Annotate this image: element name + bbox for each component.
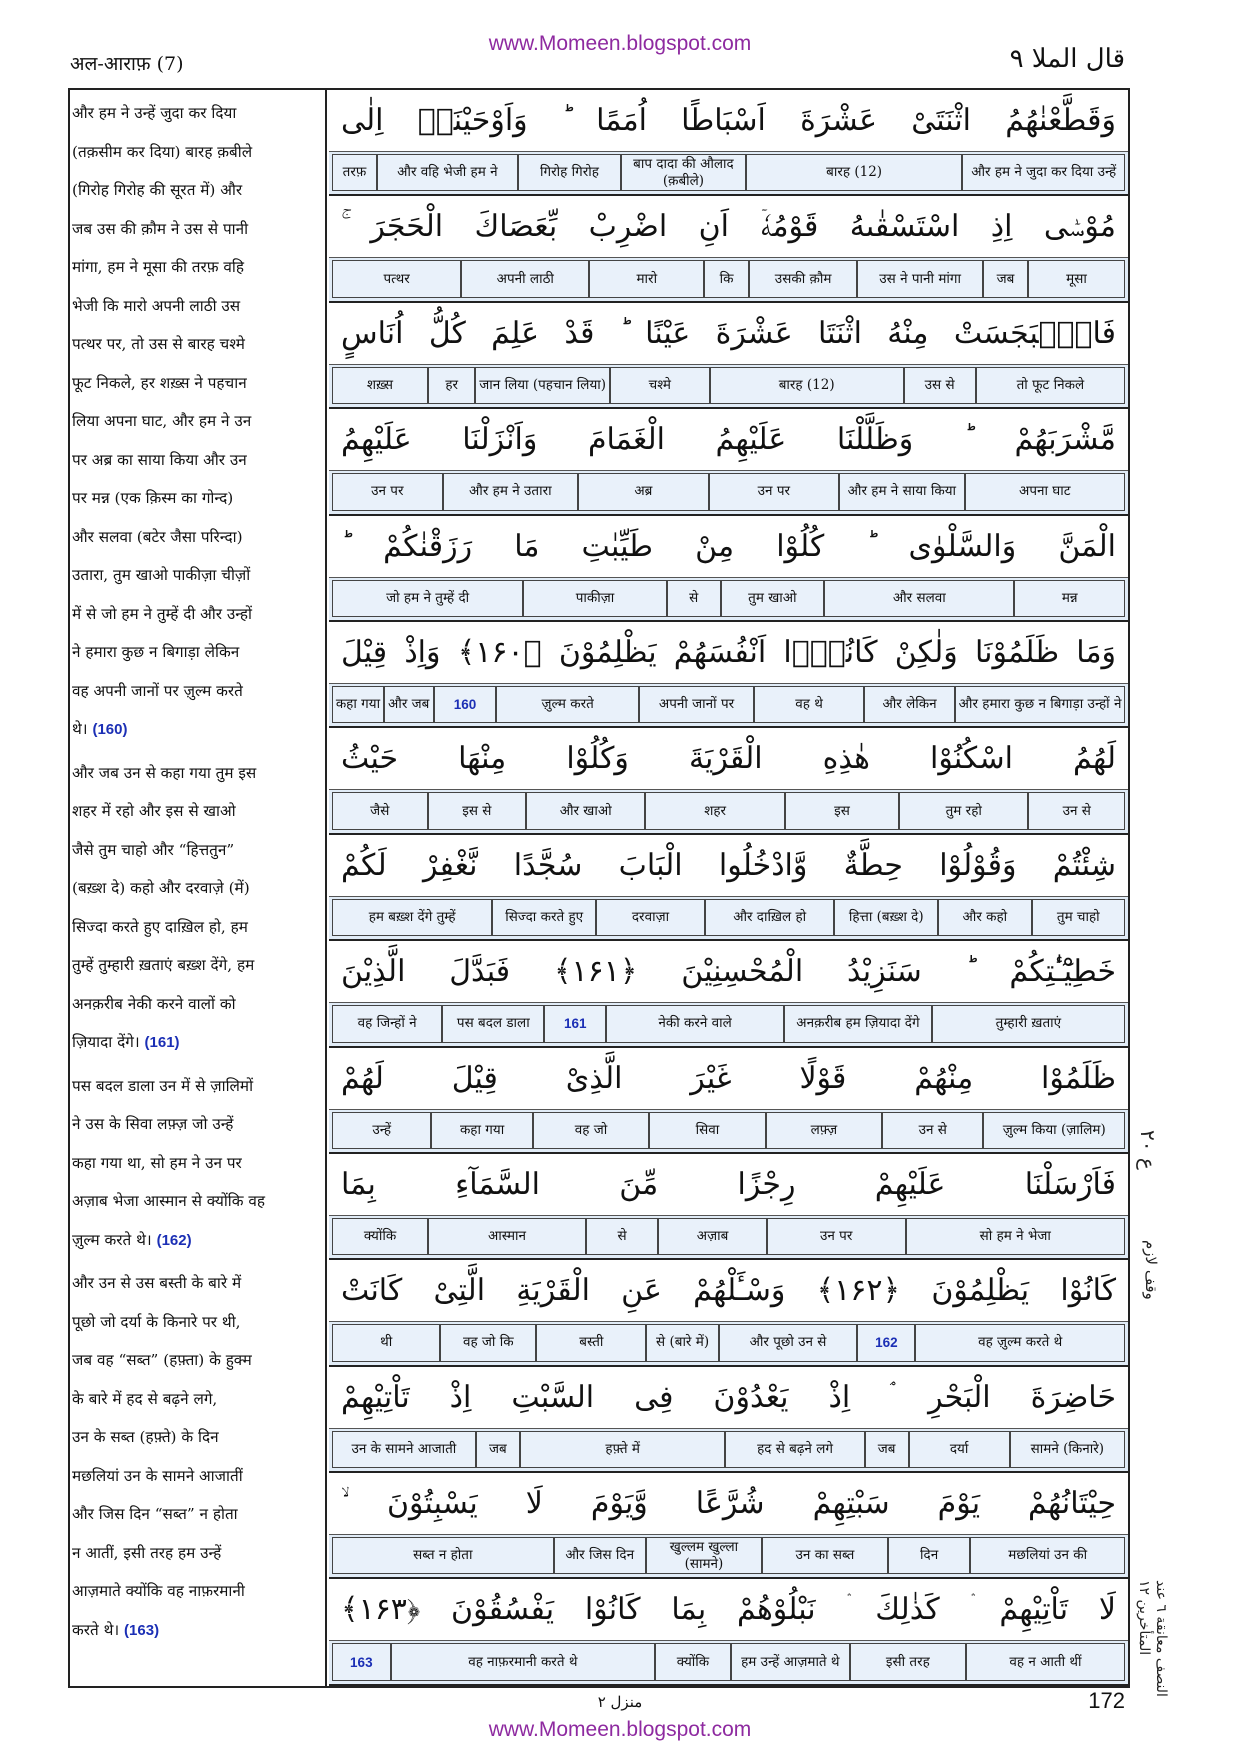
word-meaning-cell: से (बारे में) [646, 1324, 718, 1361]
translation-line: थे। [72, 720, 88, 738]
word-meaning-cell: अपनी लाठी [461, 260, 589, 297]
word-meaning-cell: जो हम ने तुम्हें दी [332, 580, 523, 617]
word-meaning-cell: खुल्लम खुल्ला (सामने) [646, 1537, 762, 1574]
word-meaning-cell: मारो [589, 260, 704, 297]
word-meaning-row [329, 1215, 1128, 1258]
word-meaning-cell: थी [332, 1324, 440, 1361]
word-meaning-cell: से [667, 580, 721, 617]
word-meaning-cell: मूसा [1028, 260, 1125, 297]
translation-column [70, 90, 327, 1686]
translation-line: ने उस के सिवा लफ़्ज़ जो उन्हें [72, 1115, 234, 1133]
word-meaning-cell: इस [785, 792, 899, 829]
verse-number: (161) [144, 1034, 180, 1051]
arabic-line: حِیْتَانُهُمْ یَوْمَ سَبْتِهِمْ شُرَّعًا وَّیَوْمَ لَا یَسْبِتُوْنَ ۙ [341, 1486, 1116, 1522]
translation-line: और जिस दिन “सब्त” न होता [72, 1505, 238, 1523]
verse-number-cell: 162 [857, 1324, 915, 1361]
word-meaning-row [329, 470, 1128, 513]
word-meaning-cell: हफ़्ते में [520, 1431, 726, 1468]
word-meaning-cell: तुम चाहो [1032, 899, 1125, 936]
word-meaning-cell: इस से [428, 792, 527, 829]
translation-paragraph [72, 754, 319, 1063]
translation-line: और सलवा (बटेर जैसा परिन्दा) [72, 527, 243, 546]
translation-line: लिया अपना घाट, और हम ने उन [72, 412, 252, 430]
word-meaning-cell: और पूछो उन से [719, 1324, 858, 1361]
word-meaning-cell: हम उन्हें आज़माते थे [731, 1643, 850, 1680]
word-meaning-cell: और वहि भेजी हम ने [377, 154, 518, 191]
word-meaning-cell: बस्ती [536, 1324, 646, 1361]
translation-line: (बख़्श दे) कहो और दरवाज़े (में) [72, 879, 250, 897]
translation-paragraph [72, 1264, 319, 1650]
word-meaning-cell: वह नाफ़रमानी करते थे [391, 1643, 655, 1680]
word-meaning-cell: बारह (12) [710, 367, 904, 404]
word-meaning-cell: उन पर [709, 473, 840, 510]
translation-line: में से जो हम ने तुम्हें दी और उन्हों [72, 604, 252, 623]
word-meaning-cell: जब [476, 1431, 520, 1468]
word-meaning-cell: क्योंकि [332, 1218, 428, 1255]
word-meaning-cell: से [586, 1218, 658, 1255]
arabic-line: الْمَنَّ وَالسَّلْوٰی ؕ كُلُوْا مِنْ طَیِّبٰتِ مَا رَزَقْنٰكُمْ ؕ [341, 528, 1116, 564]
word-meaning-cell: ज़ुल्म किया (ज़ालिम) [983, 1112, 1125, 1149]
word-meaning-cell: उस से [904, 367, 976, 404]
verse-row [329, 1473, 1128, 1579]
translation-line: शहर में रहो और इस से खाओ [72, 802, 236, 820]
translation-line: जब वह “सब्त” (हफ़्ता) के हुक्म [72, 1351, 252, 1369]
word-meaning-cell: कहा गया [431, 1112, 532, 1149]
word-meaning-cell: नेकी करने वाले [606, 1005, 784, 1042]
word-meaning-cell: तरफ़ [332, 154, 377, 191]
arabic-line: حَاضِرَةَ الْبَحْرِ ۘ اِذْ یَعْدُوْنَ فِی السَّبْتِ اِذْ تَاْتِیْهِمْ [341, 1379, 1116, 1415]
word-meaning-cell: तुम खाओ [721, 580, 825, 617]
verse-row [329, 1260, 1128, 1366]
verse-row [329, 1367, 1128, 1473]
verse-row [329, 1048, 1128, 1154]
word-meaning-row [329, 1534, 1128, 1577]
translation-line: भेजी कि मारो अपनी लाठी उस [72, 296, 241, 315]
word-meaning-cell: और जब [384, 686, 434, 723]
word-by-word-panel [329, 90, 1128, 1686]
translation-line: और हम ने उन्हें जुदा कर दिया [72, 104, 237, 122]
word-meaning-row [329, 896, 1128, 939]
word-meaning-cell: लफ़्ज़ [766, 1112, 882, 1149]
word-meaning-cell: और हम ने जुदा कर दिया उन्हें [962, 154, 1125, 191]
arabic-line: خَطِیْٓـٰٔتِكُمْ ؕ سَنَزِیْدُ الْمُحْسِنِیْنَ ﴿۱۶۱﴾ فَبَدَّلَ الَّذِیْنَ [341, 954, 1116, 990]
page-number: 172 [1088, 1688, 1125, 1713]
translation-line: ने हमारा कुछ न बिगाड़ा लेकिन [72, 643, 240, 661]
verse-number-cell: 160 [434, 686, 497, 723]
word-meaning-cell: कहा गया [332, 686, 384, 723]
arabic-line: ظَلَمُوْا مِنْهُمْ قَوْلًا غَیْرَ الَّذِیْ قِیْلَ لَهُمْ [341, 1060, 1116, 1096]
word-meaning-cell: और खाओ [526, 792, 645, 829]
word-meaning-row [329, 257, 1128, 300]
word-meaning-row [329, 151, 1128, 194]
word-meaning-row [329, 1321, 1128, 1364]
word-meaning-row [329, 683, 1128, 726]
word-meaning-cell: आस्मान [428, 1218, 586, 1255]
word-meaning-cell: उन पर [767, 1218, 906, 1255]
word-meaning-cell: अनक़रीब हम ज़ियादा देंगे [784, 1005, 932, 1042]
verse-number-cell: 163 [332, 1643, 391, 1680]
translation-line: न आतीं, इसी तरह हम उन्हें [72, 1543, 222, 1562]
translation-line: फूट निकले, हर शख़्स ने पहचान [72, 373, 247, 392]
translation-line: आज़माते क्योंकि वह नाफ़रमानी [72, 1582, 245, 1600]
word-meaning-cell: वह जो [533, 1112, 649, 1149]
translation-line: (तक़सीम कर दिया) बारह क़बीले [72, 142, 253, 161]
word-meaning-cell: चश्मे [610, 367, 710, 404]
translation-line: पूछो जो दर्या के किनारे पर थी, [72, 1312, 241, 1331]
translation-line: और जब उन से कहा गया तुम इस [72, 763, 257, 782]
arabic-line: شِئْتُمْ وَقُوْلُوْا حِطَّةٌ وَّادْخُلُوا الْبَابَ سُجَّدًا نَّغْفِرْ لَكُمْ [341, 847, 1116, 883]
word-meaning-cell: बारह (12) [746, 154, 963, 191]
translation-line: पर अब्र का साया किया और उन [72, 450, 247, 469]
word-meaning-cell: अपना घाट [965, 473, 1125, 510]
arabic-line: فَاَرْسَلْنَا عَلَیْهِمْ رِجْزًا مِّنَ السَّمَآءِ بِمَا [341, 1166, 1116, 1202]
verse-number: (162) [156, 1231, 192, 1249]
translation-line: उतारा, तुम खाओ पाकीज़ा चीज़ों [72, 566, 251, 584]
word-meaning-cell: शख़्स [332, 367, 428, 404]
translation-line: जब उस की क़ौम ने उस से पानी [72, 219, 249, 238]
word-meaning-cell: और हमारा कुछ न बिगाड़ा उन्हों ने [955, 686, 1125, 723]
translation-line: सिज्दा करते हुए दाख़िल हो, हम [72, 917, 248, 936]
translation-line: करते थे। [72, 1620, 120, 1639]
word-meaning-cell: वह ज़ुल्म करते थे [915, 1324, 1125, 1361]
word-meaning-cell: वह जो कि [440, 1324, 536, 1361]
word-meaning-cell: इसी तरह [850, 1643, 966, 1680]
translation-line: कहा गया था, सो हम ने उन पर [72, 1153, 242, 1172]
word-meaning-cell: सब्त न होता [332, 1537, 554, 1574]
word-meaning-cell: गिरोह गिरोह [518, 154, 621, 191]
word-meaning-row [329, 789, 1128, 832]
word-meaning-cell: और जिस दिन [554, 1537, 646, 1574]
translation-line: तुम्हें तुम्हारी ख़ताएं बख़्श देंगे, हम [72, 956, 255, 974]
word-meaning-cell: हर [428, 367, 476, 404]
word-meaning-cell: जान लिया (पहचान लिया) [475, 367, 609, 404]
translation-line: पस बदल डाला उन में से ज़ालिमों [72, 1076, 254, 1095]
word-meaning-cell: दरवाज़ा [596, 899, 705, 936]
word-meaning-cell: अपनी जानों पर [639, 686, 754, 723]
word-meaning-cell: और हम ने उतारा [443, 473, 578, 510]
nisf-marker: النصف معانقة ٦ عند المتأخرين ١٢ [1136, 1580, 1169, 1697]
verse-row [329, 941, 1128, 1047]
word-meaning-cell: पस बदल डाला [442, 1005, 544, 1042]
word-meaning-cell: उन का सब्त [762, 1537, 888, 1574]
word-meaning-cell: उसकी क़ौम [749, 260, 857, 297]
translation-line: अज़ाब भेजा आस्मान से क्योंकि वह [72, 1192, 265, 1210]
verse-row [329, 1154, 1128, 1260]
translation-paragraph [72, 94, 319, 750]
verse-row [329, 728, 1128, 834]
arabic-line: فَانْۢبَجَسَتْ مِنْهُ اثْنَتَا عَشْرَةَ عَیْنًا ؕ قَدْ عَلِمَ كُلُّ اُنَاسٍ [341, 315, 1116, 351]
verse-number: (160) [92, 721, 128, 738]
translation-paragraph [72, 1067, 319, 1261]
arabic-line: مَّشْرَبَهُمْ ؕ وَظَلَّلْنَا عَلَیْهِمُ الْغَمَامَ وَاَنْزَلْنَا عَلَیْهِمُ [341, 422, 1116, 458]
word-meaning-row [329, 1640, 1128, 1683]
verse-row [329, 409, 1128, 515]
word-meaning-cell: सिज्दा करते हुए [492, 899, 596, 936]
word-meaning-cell: सो हम ने भेजा [906, 1218, 1125, 1255]
word-meaning-cell: वह थे [754, 686, 864, 723]
arabic-line: وَقَطَّعْنٰهُمُ اثْنَتَیْ عَشْرَةَ اَسْبَاطًا اُمَمًا ؕ وَاَوْحَیْنَاۤ اِلٰی [341, 103, 1116, 138]
translation-line: के बारे में हद से बढ़ने लगे, [72, 1389, 218, 1408]
word-meaning-cell: हम बख़्श देंगे तुम्हें [332, 899, 492, 936]
word-meaning-cell: कि [704, 260, 749, 297]
word-meaning-row [329, 1428, 1128, 1471]
word-meaning-cell: क्योंकि [655, 1643, 731, 1680]
word-meaning-cell: उन पर [332, 473, 443, 510]
word-meaning-cell: उन से [1028, 792, 1125, 829]
word-meaning-row [329, 1002, 1128, 1045]
translation-line: ज़ियादा देंगे। [72, 1033, 140, 1051]
verse-row [329, 303, 1128, 409]
word-meaning-cell: उन के सामने आजाती [332, 1431, 476, 1468]
arabic-line: مُوْسٰۤی اِذِ اسْتَسْقٰىهُ قَوْمُهٗۤ اَنِ اضْرِبْ بِّعَصَاكَ الْحَجَرَ ۚ [341, 209, 1116, 245]
translation-line: और उन से उस बस्ती के बारे में [72, 1274, 242, 1292]
word-meaning-cell: दर्या [909, 1431, 1010, 1468]
word-meaning-row [329, 364, 1128, 407]
word-meaning-cell: जब [865, 1431, 909, 1468]
word-meaning-cell: मन्न [1014, 580, 1125, 617]
verse-row [329, 90, 1128, 196]
verse-row [329, 516, 1128, 622]
translation-line: मछलियां उन के सामने आजातीं [72, 1466, 243, 1485]
verse-row [329, 1579, 1128, 1685]
word-meaning-cell: तो फूट निकले [976, 367, 1125, 404]
translation-line: वह अपनी जानों पर ज़ुल्म करते [72, 681, 243, 700]
word-meaning-cell: मछलियां उन की [970, 1537, 1125, 1574]
word-meaning-cell: और दाख़िल हो [705, 899, 834, 936]
word-meaning-row [329, 577, 1128, 620]
word-meaning-cell: तुम रहो [899, 792, 1028, 829]
word-meaning-cell: अब्र [578, 473, 709, 510]
word-meaning-cell: बाप दादा की औलाद (क़बीले) [621, 154, 746, 191]
word-meaning-cell: और लेकिन [864, 686, 955, 723]
word-meaning-row [329, 1109, 1128, 1152]
word-meaning-cell: पाकीज़ा [523, 580, 666, 617]
word-meaning-cell: वह न आती थीं [966, 1643, 1125, 1680]
word-meaning-cell: और कहो [938, 899, 1031, 936]
word-meaning-cell: दिन [888, 1537, 971, 1574]
arabic-line: كَانُوْا یَظْلِمُوْنَ ﴿۱۶۲﴾ وَسْـَٔلْهُمْ عَنِ الْقَرْیَةِ الَّتِیْ كَانَتْ [341, 1273, 1116, 1309]
verse-row [329, 835, 1128, 941]
arabic-line: لَهُمُ اسْكُنُوْا هٰذِهِ الْقَرْیَةَ وَكُلُوْا مِنْهَا حَیْثُ [341, 741, 1116, 777]
verse-row [329, 196, 1128, 302]
translation-line: मांगा, हम ने मूसा की तरफ़ वहि [72, 258, 245, 276]
word-meaning-cell: उस ने पानी मांगा [857, 260, 983, 297]
arabic-line: وَمَا ظَلَمُوْنَا وَلٰكِنْ كَانُوْۤا اَنْفُسَهُمْ یَظْلِمُوْنَ ﴿۱۶۰﴾ وَاِذْ قِیْلَ [341, 634, 1116, 670]
word-meaning-cell: अज़ाब [658, 1218, 766, 1255]
word-meaning-cell: वह जिन्हों ने [332, 1005, 442, 1042]
word-meaning-cell: और सलवा [824, 580, 1014, 617]
translation-line: पर मन्न (एक क़िस्म का गोन्द) [72, 489, 234, 507]
verse-row [329, 622, 1128, 728]
word-meaning-cell: उन से [882, 1112, 983, 1149]
word-meaning-cell: और हम ने साया किया [839, 473, 965, 510]
word-meaning-cell: हद से बढ़ने लगे [725, 1431, 864, 1468]
translation-line: अनक़रीब नेकी करने वालों को [72, 994, 236, 1013]
manzil-label: منزل ٢ [597, 1693, 643, 1711]
word-meaning-cell: जैसे [332, 792, 428, 829]
word-meaning-cell: ज़ुल्म करते [496, 686, 639, 723]
translation-line: उन के सब्त (हफ़्ते) के दिन [72, 1428, 219, 1446]
word-meaning-cell: सामने (किनारे) [1010, 1431, 1125, 1468]
header-url[interactable]: www.Momeen.blogspot.com [488, 32, 752, 55]
waqf-marker: وقف لازم [1142, 1240, 1160, 1300]
word-meaning-cell: शहर [645, 792, 785, 829]
word-meaning-cell: पत्थर [332, 260, 461, 297]
surah-title-hindi: अल-आराफ़ (7) [70, 53, 184, 75]
ruku-marker: ع ٢٠ [1136, 1130, 1160, 1170]
translation-line: पत्थर पर, तो उस से बारह चश्मे [72, 335, 245, 353]
translation-line: ज़ुल्म करते थे। [72, 1230, 152, 1249]
word-meaning-cell: उन्हें [332, 1112, 431, 1149]
juz-title-arabic: قال الملا ٩ [1009, 44, 1125, 74]
footer-url[interactable]: www.Momeen.blogspot.com [488, 1718, 752, 1741]
verse-number: (163) [124, 1621, 160, 1639]
arabic-line: لَا تَاْتِیْهِمْ ۛ كَذٰلِكَ ۛ نَبْلُوْهُمْ بِمَا كَانُوْا یَفْسُقُوْنَ ﴿۱۶۳﴾ [341, 1592, 1116, 1628]
verse-number-cell: 161 [544, 1005, 606, 1042]
word-meaning-cell: सिवा [649, 1112, 765, 1149]
translation-line: जैसे तुम चाहो और “हित्ततुन” [72, 840, 235, 859]
translation-line: (गिरोह गिरोह की सूरत में) और [72, 181, 243, 199]
word-meaning-cell: जब [983, 260, 1028, 297]
word-meaning-cell: हित्ता (बख़्श दे) [834, 899, 938, 936]
word-meaning-cell: तुम्हारी ख़ताएं [932, 1005, 1125, 1042]
